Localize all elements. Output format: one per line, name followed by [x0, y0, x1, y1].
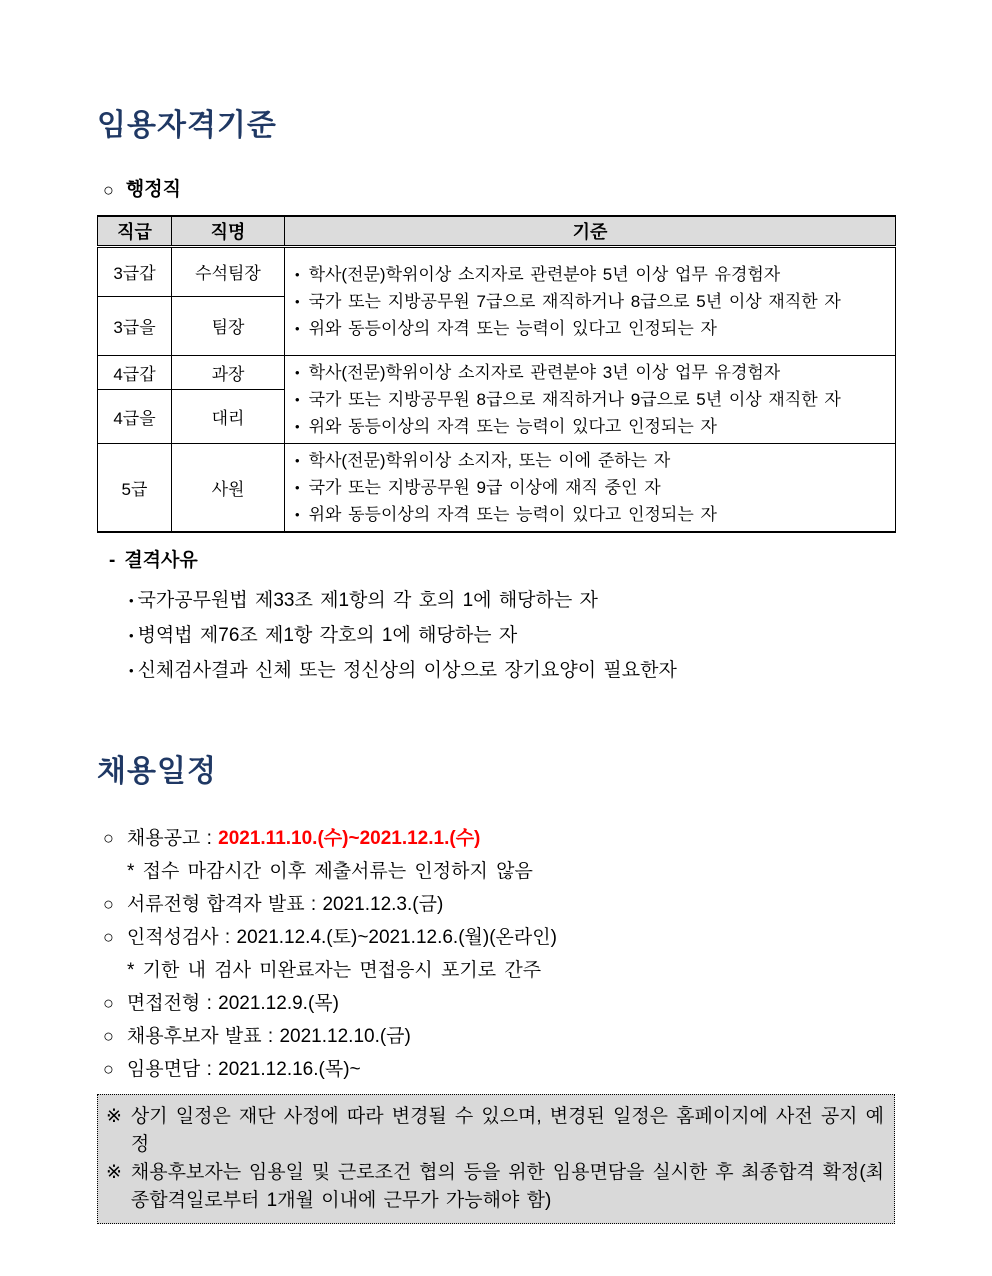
- bullet-icon: •: [295, 506, 300, 522]
- criteria-text: 위와 동등이상의 자격 또는 능력이 있다고 인정되는 자: [308, 416, 717, 436]
- disqualification-list: [129, 583, 895, 688]
- title-cell: 과장: [172, 355, 285, 389]
- table-head: [98, 216, 896, 246]
- circle-marker-icon: ○: [103, 180, 114, 200]
- criteria-item: [295, 261, 887, 288]
- bullet-icon: •: [295, 364, 300, 380]
- schedule-date: 2021.12.9.(목): [218, 992, 339, 1014]
- disqualification-text: 신체검사결과 신체 또는 정신상의 이상으로 장기요양이 필요한자: [137, 659, 677, 681]
- circle-marker-icon: ○: [103, 926, 114, 947]
- criteria-text: 위와 동등이상의 자격 또는 능력이 있다고 인정되는 자: [308, 504, 717, 524]
- schedule-label: 채용공고: [126, 827, 201, 849]
- grade-cell: 5급: [98, 443, 172, 532]
- disqualification-text: 국가공무원법 제33조 제1항의 각 호의 1에 해당하는 자: [137, 589, 598, 611]
- col-header-criteria: 기준: [285, 216, 896, 246]
- schedule-date: 2021.12.16.(목)~: [218, 1058, 361, 1080]
- schedule-text: [127, 921, 557, 954]
- schedule-sub-note: * 접수 마감시간 이후 제출서류는 인정하지 않음: [127, 860, 533, 882]
- bullet-icon: •: [129, 627, 134, 643]
- disqualification-section: [109, 549, 895, 688]
- schedule-sub-note: * 기한 내 검사 미완료자는 면접응시 포기로 간주: [127, 959, 542, 981]
- schedule-label: 인적성검사: [126, 926, 219, 948]
- schedule-separator: :: [261, 1025, 280, 1047]
- grade-cell: 3급을: [98, 296, 172, 355]
- circle-marker-icon: ○: [103, 1025, 114, 1046]
- criteria-text: 위와 동등이상의 자격 또는 능력이 있다고 인정되는 자: [308, 318, 717, 338]
- schedule-date-highlighted: 2021.11.10.(수)~2021.12.1.(수): [218, 827, 481, 849]
- schedule-section-title: 채용일정: [97, 754, 217, 788]
- col-header-grade: 직급: [98, 216, 172, 246]
- schedule-separator: :: [200, 992, 219, 1014]
- criteria-cell-group1: [285, 246, 896, 355]
- criteria-item: [295, 447, 887, 474]
- category-label: 행정직: [125, 179, 181, 200]
- schedule-date: 2021.12.10.(금): [279, 1025, 411, 1047]
- criteria-item: [295, 413, 887, 440]
- criteria-item: [295, 386, 887, 413]
- schedule-item-interview: [103, 987, 895, 1020]
- note-text: 상기 일정은 재단 사정에 따라 변경될 수 있으며, 변경된 일정은 홈페이지에 사전 공지 예정: [130, 1105, 884, 1155]
- bullet-icon: •: [129, 662, 134, 678]
- schedule-label: 면접전형: [126, 992, 201, 1014]
- bullet-icon: •: [295, 391, 300, 407]
- table-header-row: [98, 216, 896, 246]
- reference-marker-icon: ※: [106, 1105, 122, 1127]
- notes-box: [97, 1094, 895, 1224]
- schedule-date: 2021.12.4.(토)~2021.12.6.(월)(온라인): [236, 926, 557, 948]
- criteria-cell-group3: [285, 443, 896, 532]
- circle-marker-icon: ○: [103, 893, 114, 914]
- schedule-separator: :: [304, 893, 323, 915]
- schedule-label: 임용면담: [126, 1058, 201, 1080]
- schedule-item-appointment-meeting: [103, 1053, 895, 1086]
- circle-marker-icon: ○: [103, 827, 114, 848]
- criteria-text: 학사(전문)학위이상 소지자로 관련분야 5년 이상 업무 유경험자: [308, 264, 781, 284]
- schedule-text: [127, 822, 481, 855]
- disqualification-text: 병역법 제76조 제1항 각호의 1에 해당하는 자: [137, 624, 518, 646]
- col-header-title: 직명: [172, 216, 285, 246]
- bullet-icon: •: [295, 479, 300, 495]
- criteria-item: [295, 501, 887, 528]
- criteria-text: 국가 또는 지방공무원 9급 이상에 재직 중인 자: [308, 477, 661, 497]
- criteria-text: 국가 또는 지방공무원 8급으로 재직하거나 9급으로 5년 이상 재직한 자: [308, 389, 841, 409]
- note-line: [106, 1159, 884, 1215]
- schedule-item-announcement: [103, 822, 895, 855]
- schedule-text: [127, 1053, 361, 1086]
- criteria-text: 학사(전문)학위이상 소지자로 관련분야 3년 이상 업무 유경험자: [308, 362, 781, 382]
- schedule-text: [127, 888, 443, 921]
- grade-cell: 3급갑: [98, 246, 172, 296]
- table-body: [98, 246, 896, 532]
- schedule-label: 서류전형 합격자 발표: [126, 893, 305, 915]
- reference-marker-icon: ※: [106, 1161, 122, 1183]
- qualification-section-title: 임용자격기준: [97, 109, 277, 142]
- title-cell: 수석팀장: [172, 246, 285, 296]
- bullet-icon: •: [295, 266, 300, 282]
- schedule-item-candidate-result: [103, 1020, 895, 1053]
- circle-marker-icon: ○: [103, 1058, 114, 1079]
- schedule-separator: :: [200, 1058, 219, 1080]
- schedule-label: 채용후보자 발표: [126, 1025, 262, 1047]
- schedule-text: [127, 1020, 411, 1053]
- disqualification-item: [129, 583, 895, 618]
- bullet-icon: •: [295, 293, 300, 309]
- disqualification-title: 결격사유: [124, 549, 198, 571]
- table-row-grade3a: [98, 246, 896, 296]
- grade-cell: 4급갑: [98, 355, 172, 389]
- bullet-icon: •: [295, 418, 300, 434]
- criteria-item: [295, 359, 887, 386]
- grade-cell: 4급을: [98, 389, 172, 443]
- dash-marker-icon: -: [109, 549, 116, 571]
- disqualification-title-line: [109, 549, 895, 573]
- circle-marker-icon: ○: [103, 992, 114, 1013]
- criteria-item: [295, 288, 887, 315]
- schedule-item-document-result: [103, 888, 895, 921]
- schedule-list: [103, 822, 895, 1086]
- schedule-date: 2021.12.3.(금): [322, 893, 444, 915]
- disqualification-item: [129, 653, 895, 688]
- title-cell: 대리: [172, 389, 285, 443]
- schedule-separator: :: [218, 926, 237, 948]
- note-line: [106, 1103, 884, 1159]
- bullet-icon: •: [129, 592, 134, 608]
- table-row-grade5: [98, 443, 896, 532]
- schedule-separator: :: [200, 827, 219, 849]
- table-row-grade4a: [98, 355, 896, 389]
- criteria-item: [295, 474, 887, 501]
- criteria-text: 학사(전문)학위이상 소지자, 또는 이에 준하는 자: [308, 450, 671, 470]
- bullet-icon: •: [295, 452, 300, 468]
- schedule-text: [127, 987, 339, 1020]
- title-cell: 팀장: [172, 296, 285, 355]
- qualification-table: [97, 215, 896, 533]
- note-text: 채용후보자는 임용일 및 근로조건 협의 등을 위한 임용면담을 실시한 후 최종합격 확정(최종합격일로부터 1개월 이내에 근무가 가능해야 함): [130, 1161, 884, 1211]
- disqualification-item: [129, 618, 895, 653]
- criteria-cell-group2: [285, 355, 896, 443]
- schedule-item-aptitude-test: [103, 921, 895, 954]
- criteria-text: 국가 또는 지방공무원 7급으로 재직하거나 8급으로 5년 이상 재직한 자: [308, 291, 841, 311]
- criteria-item: [295, 315, 887, 342]
- bullet-icon: •: [295, 320, 300, 336]
- title-cell: 사원: [172, 443, 285, 532]
- category-admin-line: [103, 178, 895, 202]
